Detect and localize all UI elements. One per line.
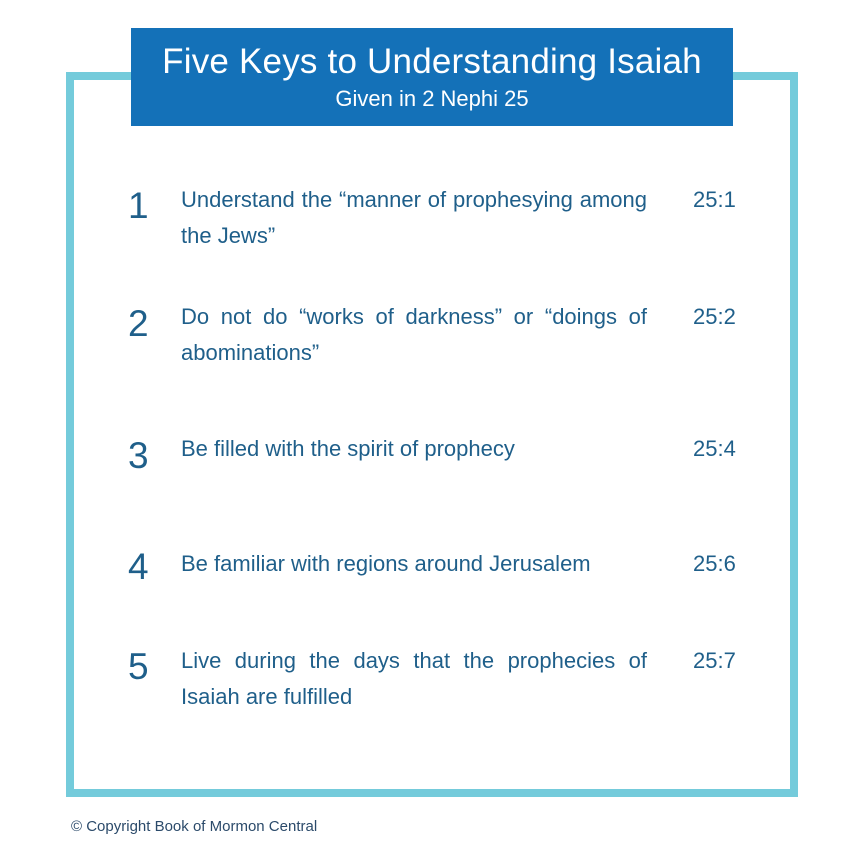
- copyright-notice: © Copyright Book of Mormon Central: [71, 818, 318, 835]
- key-number: 1: [128, 185, 149, 226]
- key-number: 2: [128, 303, 149, 344]
- key-reference: 25:6: [693, 551, 736, 576]
- key-text: Understand the “manner of prophesying among the Jews”: [181, 187, 647, 248]
- key-number: 3: [128, 435, 149, 476]
- page-title: Five Keys to Understanding Isaiah: [162, 42, 702, 81]
- page-subtitle: Given in 2 Nephi 25: [335, 86, 529, 111]
- key-text: Be familiar with regions around Jerusalem: [181, 551, 591, 576]
- key-text: Be filled with the spirit of prophecy: [181, 436, 515, 461]
- title-banner: [131, 28, 733, 126]
- key-text: Live during the days that the prophecies of Isaiah are fulfilled: [181, 648, 647, 709]
- key-reference: 25:4: [693, 436, 736, 461]
- key-reference: 25:1: [693, 187, 736, 212]
- key-reference: 25:7: [693, 648, 736, 673]
- key-reference: 25:2: [693, 304, 736, 329]
- key-number: 5: [128, 646, 149, 687]
- key-number: 4: [128, 546, 149, 587]
- key-text: Do not do “works of darkness” or “doings of abominations”: [181, 304, 647, 365]
